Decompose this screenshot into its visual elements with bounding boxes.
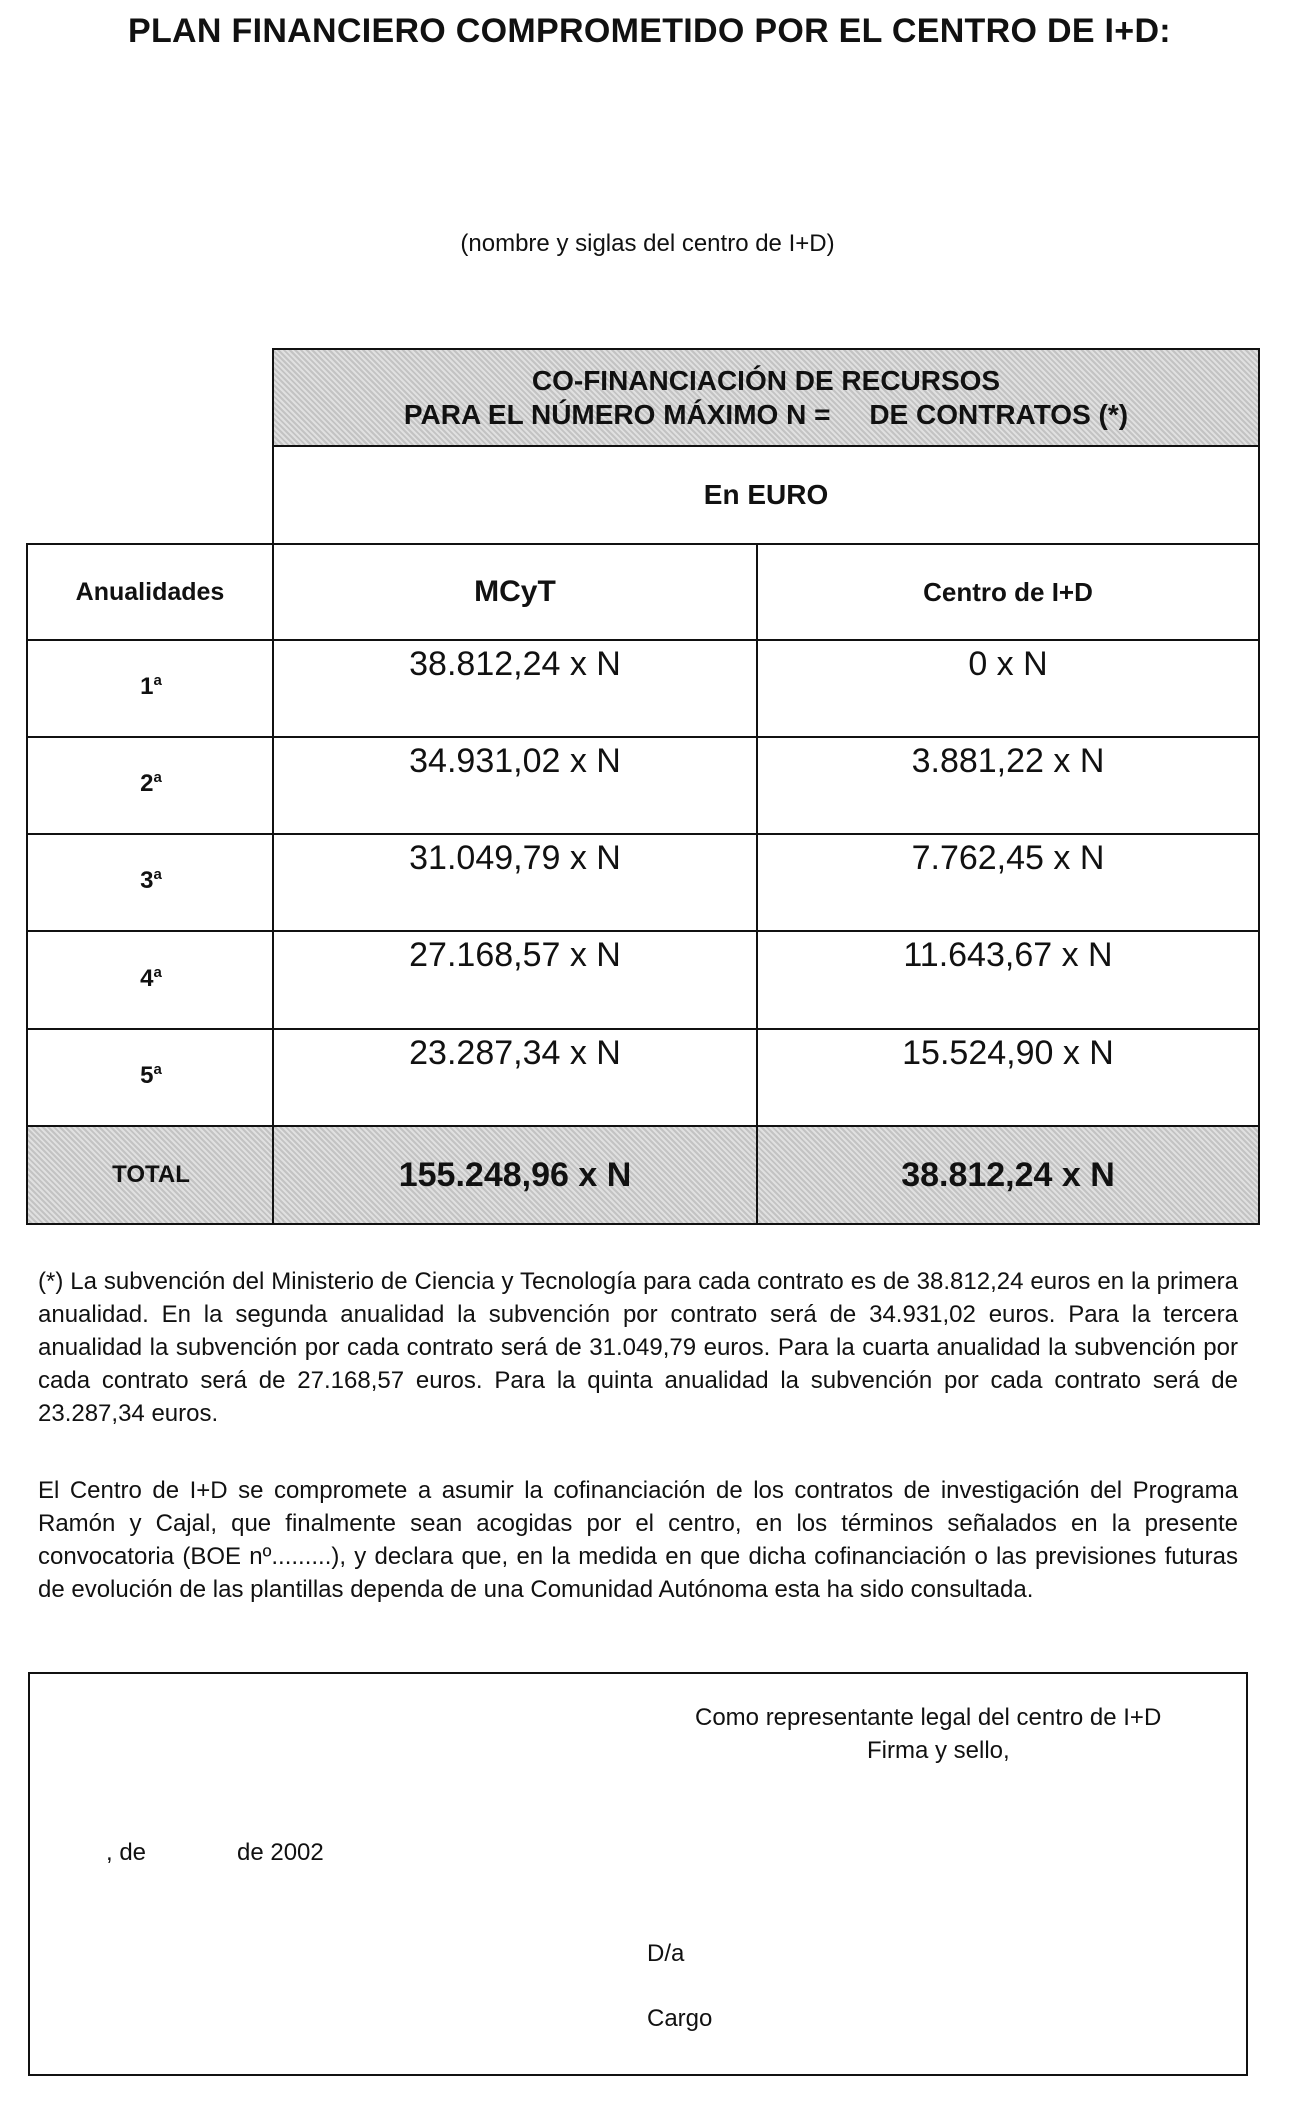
table-line bbox=[1258, 348, 1260, 1225]
column-header-centro: Centro de I+D bbox=[923, 576, 1093, 607]
row-3-mcyt: 31.049,79 x N bbox=[409, 839, 621, 877]
row-number: 1 bbox=[140, 673, 154, 700]
row-5-centro: 15.524,90 x N bbox=[902, 1034, 1114, 1072]
row-1-mcyt: 38.812,24 x N bbox=[409, 645, 621, 683]
table-line bbox=[26, 736, 1260, 738]
date-year-label: de 2002 bbox=[237, 1839, 324, 1866]
row-label-1 bbox=[28, 672, 274, 701]
row-4-centro: 11.643,67 x N bbox=[903, 936, 1113, 974]
currency-header: En EURO bbox=[703, 479, 829, 510]
row-number: 5 bbox=[140, 1062, 154, 1089]
cofinanciacion-header-line2: PARA EL NÚMERO MÁXIMO N = DE CONTRATOS (*) bbox=[403, 399, 1129, 430]
cofinanciacion-header-line1: CO-FINANCIACIÓN DE RECURSOS bbox=[531, 365, 1001, 396]
row-4-mcyt: 27.168,57 x N bbox=[409, 936, 621, 974]
center-name-caption: (nombre y siglas del centro de I+D) bbox=[460, 230, 835, 257]
representative-label: Como representante legal del centro de I+D bbox=[695, 1704, 1162, 1731]
table-line bbox=[26, 833, 1260, 835]
row-ordinal-suffix: a bbox=[153, 672, 162, 689]
row-2-mcyt: 34.931,02 x N bbox=[409, 742, 621, 780]
row-ordinal-suffix: a bbox=[153, 1061, 162, 1078]
total-label: TOTAL bbox=[112, 1161, 190, 1188]
row-label-4 bbox=[28, 964, 274, 993]
table-line bbox=[26, 930, 1260, 932]
date-de-label: , de bbox=[106, 1839, 147, 1866]
row-label-3 bbox=[28, 866, 274, 895]
row-label-2 bbox=[28, 769, 274, 798]
row-2-centro: 3.881,22 x N bbox=[911, 742, 1105, 780]
signature-box bbox=[28, 1672, 1248, 2076]
row-ordinal-suffix: a bbox=[153, 866, 162, 883]
row-ordinal-suffix: a bbox=[153, 964, 162, 981]
total-centro: 38.812,24 x N bbox=[901, 1155, 1115, 1194]
row-5-mcyt: 23.287,34 x N bbox=[409, 1034, 621, 1072]
dia-label: D/a bbox=[647, 1940, 685, 1967]
cargo-label: Cargo bbox=[647, 2005, 713, 2032]
column-header-mcyt: MCyT bbox=[474, 575, 556, 608]
row-number: 2 bbox=[140, 770, 154, 797]
row-number: 4 bbox=[140, 965, 154, 992]
firma-label: Firma y sello, bbox=[867, 1737, 1010, 1764]
table-line bbox=[26, 1028, 1260, 1030]
row-ordinal-suffix: a bbox=[153, 769, 162, 786]
row-label-5 bbox=[28, 1061, 274, 1090]
cofinanciacion-header bbox=[274, 350, 1258, 446]
column-header-anualidades: Anualidades bbox=[75, 577, 225, 606]
total-mcyt: 155.248,96 x N bbox=[398, 1155, 632, 1194]
row-number: 3 bbox=[140, 867, 154, 894]
footnote-paragraph: (*) La subvención del Ministerio de Ciencia y Tecnología para cada contrato es de 38.812,24 euros en la primera anualidad. En la segunda anualidad la subvención por contrato será de 34.931,02 euros. Para la tercera anualidad la subvención por cada contrato será de 31.049,79 euros. Para la cuarta anualidad la subvención por cada contrato será de 27.168,57 euros. Para la quinta anualidad la subvención por cada contrato será de 23.287,34 euros. bbox=[38, 1268, 1238, 1427]
row-1-centro: 0 x N bbox=[968, 645, 1048, 683]
row-3-centro: 7.762,45 x N bbox=[911, 839, 1105, 877]
document-title: PLAN FINANCIERO COMPROMETIDO POR EL CENTRO DE I+D: bbox=[128, 12, 1171, 50]
commitment-paragraph: El Centro de I+D se compromete a asumir la cofinanciación de los contratos de investigación del Programa Ramón y Cajal, que finalmente sean acogidas por el centro, en los términos señalados en la presente convocatoria (BOE nº.........), y declara que, en la medida en que dicha cofinanciación o las previsiones futuras de evolución de las plantillas dependa de una Comunidad Autónoma esta ha sido consultada. bbox=[38, 1477, 1238, 1603]
